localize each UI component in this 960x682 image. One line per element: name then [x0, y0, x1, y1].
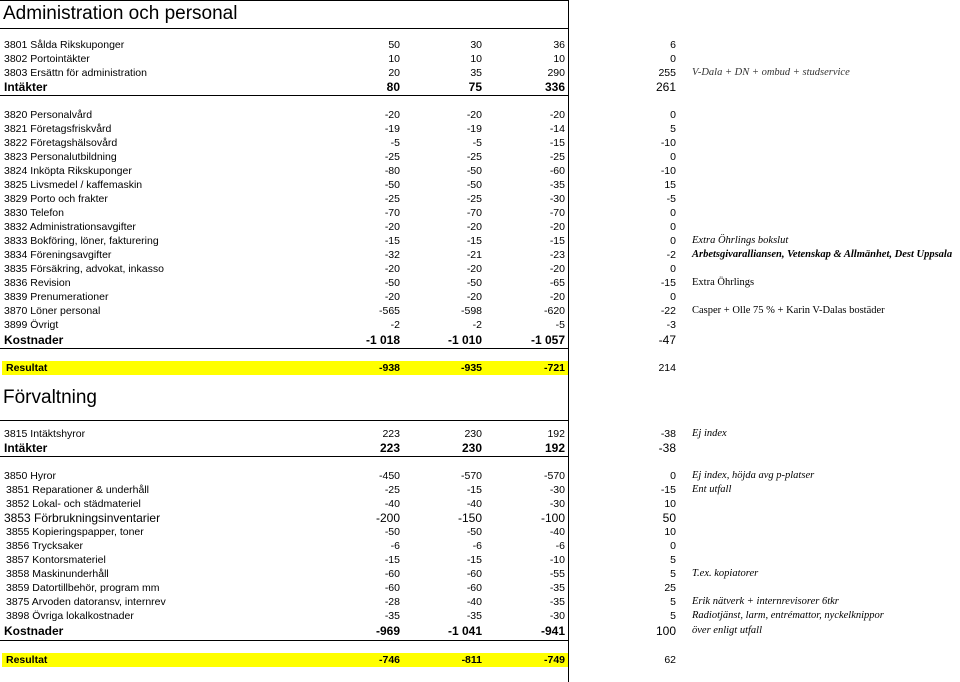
- section-title-forvaltning: Förvaltning: [3, 387, 97, 408]
- value-col-1: 50: [388, 39, 400, 51]
- value-col-4: -3: [666, 319, 676, 331]
- value-col-2: -935: [460, 362, 482, 374]
- table-row: [0, 164, 960, 178]
- value-col-1: -6: [390, 540, 400, 552]
- row-label: 3822 Företagshälsovård: [4, 137, 118, 149]
- value-col-2: -40: [466, 498, 482, 510]
- value-col-2: -2: [472, 319, 482, 331]
- value-col-4: 100: [655, 624, 676, 638]
- value-col-1: -15: [384, 554, 400, 566]
- value-col-1: -20: [384, 291, 400, 303]
- table-row: [0, 333, 960, 347]
- table-row: [0, 581, 960, 595]
- value-col-4: 0: [670, 470, 676, 482]
- value-col-1: -25: [384, 193, 400, 205]
- value-col-2: -25: [466, 193, 482, 205]
- table-row: [0, 553, 960, 567]
- value-col-2: 10: [470, 53, 482, 65]
- value-col-1: -20: [384, 221, 400, 233]
- row-label: 3833 Bokföring, löner, fakturering: [4, 235, 159, 247]
- row-label: 3850 Hyror: [4, 470, 56, 482]
- value-col-3: 290: [547, 67, 565, 79]
- value-col-3: -15: [549, 137, 565, 149]
- value-col-1: -25: [384, 151, 400, 163]
- value-col-4: 214: [658, 362, 676, 374]
- value-col-4: 0: [670, 207, 676, 219]
- table-row: [0, 427, 960, 441]
- value-col-4: -22: [660, 305, 676, 317]
- result-highlight: [2, 361, 568, 375]
- value-col-3: -35: [549, 596, 565, 608]
- value-col-1: 223: [382, 428, 400, 440]
- value-col-3: -20: [549, 291, 565, 303]
- value-col-3: -30: [549, 610, 565, 622]
- row-label: 3875 Arvoden datoransv, internrev: [6, 596, 166, 608]
- value-col-4: -2: [666, 249, 676, 261]
- section-title-admin: Administration och personal: [3, 3, 238, 24]
- row-label: 3855 Kopieringspapper, toner: [6, 526, 144, 538]
- table-row: [0, 511, 960, 525]
- value-col-1: 10: [388, 53, 400, 65]
- value-col-1: -565: [378, 305, 400, 317]
- value-col-2: -20: [466, 291, 482, 303]
- value-col-3: -20: [549, 263, 565, 275]
- value-col-3: -65: [549, 277, 565, 289]
- result-row: [0, 361, 960, 375]
- table-row: [0, 206, 960, 220]
- row-label: Intäkter: [4, 441, 48, 455]
- row-label: 3835 Försäkring, advokat, inkasso: [4, 263, 164, 275]
- table-row: [0, 178, 960, 192]
- value-col-3: -35: [549, 582, 565, 594]
- value-col-4: -10: [660, 137, 676, 149]
- row-label: 3823 Personalutbildning: [4, 151, 117, 163]
- value-col-1: -50: [384, 179, 400, 191]
- row-label: 3803 Ersättn för administration: [4, 67, 147, 79]
- row-label: 3820 Personalvård: [4, 109, 93, 121]
- value-col-4: 62: [664, 654, 676, 666]
- value-col-1: -2: [390, 319, 400, 331]
- table-row: [0, 150, 960, 164]
- table-row: [0, 609, 960, 623]
- table-row: [0, 108, 960, 122]
- value-col-3: 10: [553, 53, 565, 65]
- table-row: [0, 441, 960, 455]
- value-col-4: -5: [666, 193, 676, 205]
- value-col-2: -60: [466, 582, 482, 594]
- row-label: Resultat: [6, 654, 48, 666]
- value-col-3: -23: [549, 249, 565, 261]
- row-label: 3839 Prenumerationer: [4, 291, 109, 303]
- row-note: Casper + Olle 75 % + Karin V-Dalas bostäder: [692, 305, 885, 316]
- value-col-1: -28: [384, 596, 400, 608]
- value-col-2: -20: [466, 221, 482, 233]
- row-label: 3829 Porto och frakter: [4, 193, 108, 205]
- value-col-2: 75: [468, 80, 482, 94]
- value-col-2: -15: [466, 484, 482, 496]
- table-row: [0, 469, 960, 483]
- value-col-4: 5: [670, 596, 676, 608]
- table-row: [0, 52, 960, 66]
- value-col-3: -620: [543, 305, 565, 317]
- row-label: Kostnader: [4, 624, 64, 638]
- value-col-2: 230: [464, 428, 482, 440]
- row-label: 3801 Sålda Rikskuponger: [4, 39, 125, 51]
- value-col-1: 20: [388, 67, 400, 79]
- value-col-2: -5: [472, 137, 482, 149]
- value-col-4: 261: [655, 80, 676, 94]
- value-col-4: -38: [658, 441, 676, 455]
- value-col-3: -35: [549, 179, 565, 191]
- table-row: [0, 248, 960, 262]
- top-border: [0, 0, 568, 1]
- value-col-4: 0: [670, 151, 676, 163]
- row-note: Radiotjänst, larm, entrémattor, nyckelknippor: [692, 610, 884, 621]
- value-col-2: -1 041: [447, 624, 482, 638]
- value-col-3: 336: [544, 80, 565, 94]
- row-label: 3856 Trycksaker: [6, 540, 84, 552]
- row-label: 3859 Datortillbehör, program mm: [6, 582, 160, 594]
- value-col-2: 30: [470, 39, 482, 51]
- value-col-4: 15: [664, 179, 676, 191]
- value-col-1: -1 018: [365, 333, 400, 347]
- value-col-4: 0: [670, 291, 676, 303]
- value-col-4: -47: [658, 333, 676, 347]
- value-col-4: -38: [660, 428, 676, 440]
- row-label: 3836 Revision: [4, 277, 71, 289]
- table-row: [0, 262, 960, 276]
- value-col-4: 0: [670, 540, 676, 552]
- value-col-3: -570: [543, 470, 565, 482]
- value-col-3: -749: [543, 654, 565, 666]
- table-row: [0, 304, 960, 318]
- value-col-2: -19: [466, 123, 482, 135]
- value-col-2: -25: [466, 151, 482, 163]
- table-row: [0, 276, 960, 290]
- result-row: [0, 653, 960, 667]
- value-col-3: -20: [549, 109, 565, 121]
- value-col-2: -15: [466, 554, 482, 566]
- value-col-4: -15: [660, 277, 676, 289]
- row-label: 3853 Förbrukningsinventarier: [4, 511, 161, 525]
- value-col-4: 50: [662, 511, 676, 525]
- value-col-1: -40: [384, 498, 400, 510]
- result-highlight: [2, 653, 568, 667]
- value-col-2: -50: [466, 179, 482, 191]
- value-col-2: -60: [466, 568, 482, 580]
- value-col-1: -938: [378, 362, 400, 374]
- value-col-2: -40: [466, 596, 482, 608]
- value-col-4: 0: [670, 221, 676, 233]
- value-col-3: -30: [549, 484, 565, 496]
- row-label: 3834 Föreningsavgifter: [4, 249, 112, 261]
- row-note: V-Dala + DN + ombud + studservice: [692, 67, 850, 78]
- row-label: 3852 Lokal- och städmateriel: [6, 498, 141, 510]
- table-row: [0, 234, 960, 248]
- row-label: Kostnader: [4, 333, 64, 347]
- table-row: [0, 290, 960, 304]
- value-col-3: 192: [547, 428, 565, 440]
- value-col-4: 0: [670, 53, 676, 65]
- value-col-3: -60: [549, 165, 565, 177]
- table-row: [0, 595, 960, 609]
- value-col-3: -100: [540, 511, 565, 525]
- value-col-2: -50: [466, 165, 482, 177]
- value-col-4: 0: [670, 235, 676, 247]
- value-col-2: -570: [460, 470, 482, 482]
- row-label: Resultat: [6, 362, 48, 374]
- table-row: [0, 136, 960, 150]
- row-divider: [0, 456, 568, 457]
- value-col-1: -80: [384, 165, 400, 177]
- table-row: [0, 66, 960, 80]
- value-col-2: -150: [457, 511, 482, 525]
- value-col-2: -811: [461, 654, 482, 666]
- value-col-2: -35: [466, 610, 482, 622]
- row-label: 3899 Övrigt: [4, 319, 59, 331]
- value-col-3: -25: [549, 151, 565, 163]
- value-col-4: 25: [664, 582, 676, 594]
- value-col-1: -60: [384, 568, 400, 580]
- table-row: [0, 318, 960, 332]
- row-divider: [0, 348, 568, 349]
- table-row: [0, 624, 960, 638]
- value-col-1: -25: [384, 484, 400, 496]
- value-col-4: -10: [660, 165, 676, 177]
- value-col-4: 5: [670, 554, 676, 566]
- row-label: 3857 Kontorsmateriel: [6, 554, 106, 566]
- row-label: 3825 Livsmedel / kaffemaskin: [4, 179, 143, 191]
- value-col-3: -6: [555, 540, 565, 552]
- row-label: 3830 Telefon: [4, 207, 64, 219]
- value-col-4: 255: [658, 67, 676, 79]
- row-label: 3898 Övriga lokalkostnader: [6, 610, 134, 622]
- value-col-1: -15: [384, 235, 400, 247]
- row-note: T.ex. kopiatorer: [692, 568, 759, 579]
- value-col-4: 6: [670, 39, 676, 51]
- value-col-3: -30: [549, 193, 565, 205]
- value-col-3: 36: [553, 39, 565, 51]
- value-col-1: -50: [384, 277, 400, 289]
- row-note: Extra Öhrlings: [692, 277, 755, 288]
- value-col-2: -50: [466, 526, 482, 538]
- table-row: [0, 38, 960, 52]
- row-note: Ej index, höjda avg p-platser: [692, 470, 815, 481]
- row-divider: [0, 640, 568, 641]
- value-col-1: -19: [384, 123, 400, 135]
- value-col-3: -941: [540, 624, 565, 638]
- value-col-1: -60: [384, 582, 400, 594]
- row-label: 3858 Maskinunderhåll: [6, 568, 109, 580]
- value-col-2: -20: [466, 109, 482, 121]
- value-col-3: -14: [549, 123, 565, 135]
- value-col-3: -55: [549, 568, 565, 580]
- value-col-3: -721: [543, 362, 565, 374]
- value-col-2: -20: [466, 263, 482, 275]
- value-col-3: -10: [549, 554, 565, 566]
- value-col-1: -20: [384, 109, 400, 121]
- row-label: 3851 Reparationer & underhåll: [6, 484, 150, 496]
- row-note: Extra Öhrlings bokslut: [692, 235, 789, 246]
- row-note: Arbetsgivaralliansen, Vetenskap & Allmänhet, Dest Uppsala: [692, 249, 953, 260]
- table-row: [0, 497, 960, 511]
- row-note: Ent utfall: [692, 484, 732, 495]
- row-divider: [0, 95, 568, 96]
- value-col-2: -6: [472, 540, 482, 552]
- title-divider: [0, 28, 568, 29]
- value-col-2: -15: [466, 235, 482, 247]
- value-col-2: -1 010: [447, 333, 482, 347]
- value-col-1: -35: [384, 610, 400, 622]
- table-row: [0, 483, 960, 497]
- value-col-3: -70: [549, 207, 565, 219]
- row-label: 3832 Administrationsavgifter: [4, 221, 136, 233]
- row-divider: [0, 420, 568, 421]
- value-col-1: -32: [384, 249, 400, 261]
- row-label: 3802 Portointäkter: [4, 53, 90, 65]
- value-col-1: -969: [375, 624, 400, 638]
- table-row: [0, 567, 960, 581]
- value-col-1: -70: [384, 207, 400, 219]
- value-col-3: 192: [544, 441, 565, 455]
- table-row: [0, 525, 960, 539]
- value-col-2: -21: [466, 249, 482, 261]
- row-note: Ej index: [692, 428, 727, 439]
- value-col-4: 10: [664, 526, 676, 538]
- value-col-1: -200: [375, 511, 400, 525]
- value-col-4: 0: [670, 109, 676, 121]
- value-col-4: 5: [670, 123, 676, 135]
- value-col-1: -746: [378, 654, 400, 666]
- value-col-1: -5: [390, 137, 400, 149]
- value-col-2: -598: [460, 305, 482, 317]
- row-note: över enligt utfall: [692, 625, 762, 636]
- value-col-1: -50: [384, 526, 400, 538]
- value-col-1: -450: [378, 470, 400, 482]
- value-col-1: 80: [386, 80, 400, 94]
- value-col-4: 0: [670, 263, 676, 275]
- value-col-2: 230: [461, 441, 482, 455]
- value-col-4: 5: [670, 568, 676, 580]
- value-col-3: -20: [549, 221, 565, 233]
- value-col-2: -50: [466, 277, 482, 289]
- table-row: [0, 80, 960, 94]
- value-col-4: -15: [660, 484, 676, 496]
- value-col-1: 223: [379, 441, 400, 455]
- row-label: Intäkter: [4, 80, 48, 94]
- row-label: 3815 Intäktshyror: [4, 428, 86, 440]
- table-row: [0, 192, 960, 206]
- value-col-2: -70: [466, 207, 482, 219]
- value-col-4: 5: [670, 610, 676, 622]
- value-col-3: -40: [549, 526, 565, 538]
- value-col-3: -30: [549, 498, 565, 510]
- table-row: [0, 539, 960, 553]
- value-col-3: -15: [549, 235, 565, 247]
- value-col-3: -1 057: [530, 333, 565, 347]
- table-row: [0, 220, 960, 234]
- row-label: 3870 Löner personal: [4, 305, 101, 317]
- value-col-2: 35: [470, 67, 482, 79]
- row-label: 3824 Inköpta Rikskuponger: [4, 165, 132, 177]
- value-col-3: -5: [555, 319, 565, 331]
- row-note: Erik nätverk + internrevisorer 6tkr: [692, 596, 839, 607]
- value-col-1: -20: [384, 263, 400, 275]
- value-col-4: 10: [664, 498, 676, 510]
- row-label: 3821 Företagsfriskvård: [4, 123, 112, 135]
- table-row: [0, 122, 960, 136]
